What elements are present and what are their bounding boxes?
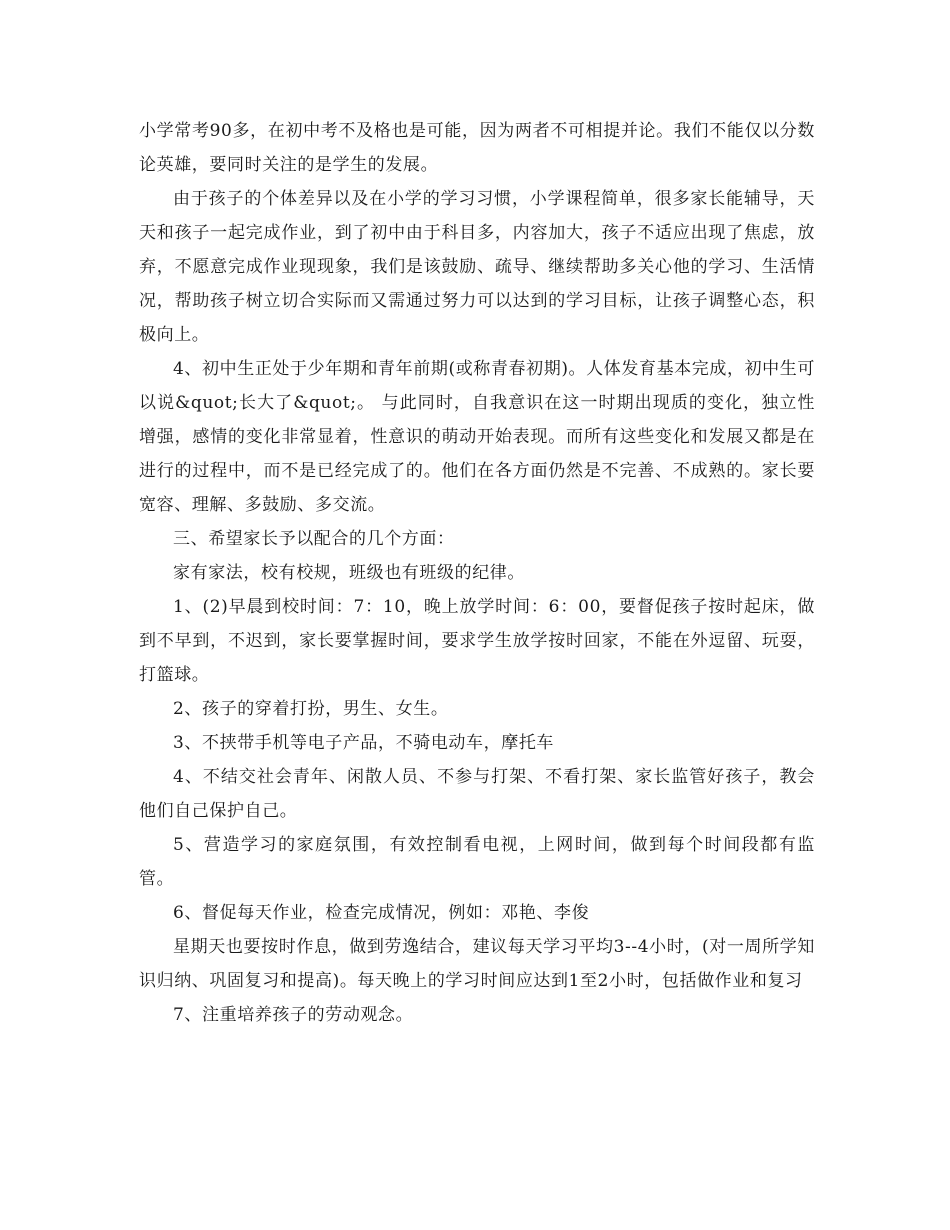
list-item-3: 3、不挟带手机等电子产品，不骑电动车，摩托车 [173, 733, 555, 753]
list-item-7: 7、注重培养孩子的劳动观念。 [173, 1005, 414, 1025]
paragraph-12: 星期天也要按时作息，做到劳逸结合，建议每天学习平均3--4小时，(对一周所学知识归纳、巩固复习和提高)。每天晚上的学习时间应达到1至2小时，包括做作业和复习 [139, 937, 815, 991]
list-item-4: 4、不结交社会青年、闲散人员、不参与打架、不看打架、家长监管好孩子，教会他们自己保护自己。 [139, 767, 815, 821]
paragraph-2: 由于孩子的个体差异以及在小学的学习习惯，小学课程简单，很多家长能辅导，天天和孩子一起完成作业，到了初中由于科目多，内容加大，孩子不适应出现了焦虑，放弃，不愿意完成作业现现象，我们是该鼓励、疏导、继续帮助多关心他的学习、生活情况，帮助孩子树立切合实际而又需通过努力可以达到的学习目标，让孩子调整心态，积极向上。 [139, 189, 815, 345]
paragraph-5: 家有家法，校有校规，班级也有班级的纪律。 [173, 563, 525, 583]
paragraph-1: 小学常考90多，在初中考不及格也是可能，因为两者不可相提并论。我们不能仅以分数论英雄，要同时关注的是学生的发展。 [139, 121, 815, 175]
section-heading: 三、希望家长予以配合的几个方面： [173, 529, 455, 549]
list-item-2: 2、孩子的穿着打扮，男生、女生。 [173, 699, 449, 719]
paragraph-3: 4、初中生正处于少年期和青年前期(或称青春初期)。人体发育基本完成，初中生可以说&quot;长大了&quot;。 与此同时，自我意识在这一时期出现质的变化，独立性增强，感情的变化非常显着，性意识的萌动开始表现。而所有这些变化和发展又都是在进行的过程中，而不是已经完成了的。他们在各方面仍然是不完善、不成熟的。家长要宽容、理解、多鼓励、多交流。 [139, 359, 815, 515]
list-item-5: 5、营造学习的家庭氛围，有效控制看电视，上网时间，做到每个时间段都有监管。 [139, 835, 815, 889]
list-item-1: 1、(2)早晨到校时间：7：10，晚上放学时间：6：00，要督促孩子按时起床，做到不早到，不迟到，家长要掌握时间，要求学生放学按时回家，不能在外逗留、玩耍，打篮球。 [139, 597, 815, 685]
list-item-6: 6、督促每天作业，检查完成情况，例如：邓艳、李俊 [173, 903, 590, 923]
document-body [139, 114, 815, 1032]
